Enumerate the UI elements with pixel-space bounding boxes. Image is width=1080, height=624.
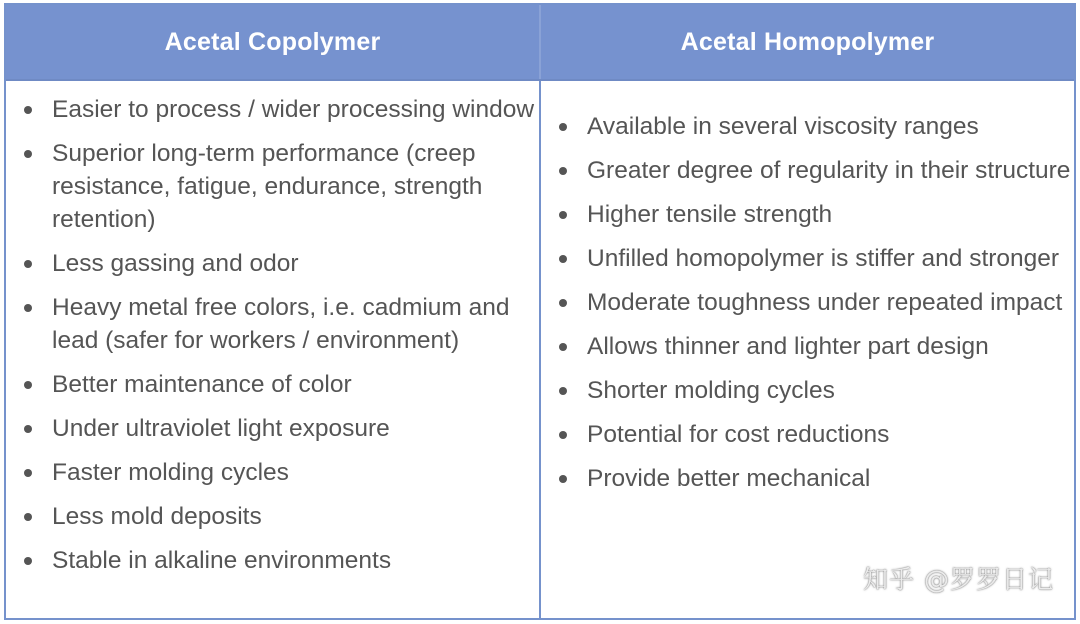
bullet-icon [24, 304, 32, 312]
list-item [22, 247, 539, 280]
list-item-text: Easier to process / wider processing window [52, 96, 535, 123]
list-item-text: Shorter molding cycles [587, 377, 835, 404]
list-item-text: Stable in alkaline environments [52, 547, 392, 574]
bullet-icon [24, 150, 32, 158]
bullet-icon [24, 513, 32, 521]
bullet-icon [24, 106, 32, 114]
list-item [557, 418, 1074, 451]
bullet-icon [559, 211, 567, 219]
list-item [22, 93, 539, 126]
list-item-text: Provide better mechanical [587, 465, 871, 492]
table-header [6, 5, 1074, 81]
list-item [557, 330, 1074, 363]
list-item [557, 242, 1074, 275]
bullet-icon [559, 255, 567, 263]
bullet-icon [24, 469, 32, 477]
list-item [22, 368, 539, 401]
list-item-text: Less gassing and odor [52, 250, 299, 277]
list-item-text: Allows thinner and lighter part design [587, 333, 989, 360]
list-item-text: Faster molding cycles [52, 459, 289, 486]
homopolymer-list [557, 110, 1074, 495]
list-item-text: Less mold deposits [52, 503, 262, 530]
list-item [22, 412, 539, 445]
list-item-text: Available in several viscosity ranges [587, 113, 979, 140]
bullet-icon [559, 167, 567, 175]
watermark-text: 知乎 @罗罗日记 [863, 565, 1054, 594]
list-item [557, 462, 1074, 495]
bullet-icon [559, 387, 567, 395]
list-item-text: Moderate toughness under repeated impact [587, 289, 1063, 316]
list-item-text: Heavy metal free colors, i.e. cadmium and lead (safer for workers / environment) [52, 294, 510, 354]
bullet-icon [559, 475, 567, 483]
bullet-icon [559, 123, 567, 131]
list-item [557, 154, 1074, 187]
list-item [557, 198, 1074, 231]
list-item-text: Potential for cost reductions [587, 421, 890, 448]
bullet-icon [24, 381, 32, 389]
bullet-icon [559, 343, 567, 351]
list-item [557, 110, 1074, 143]
header-copolymer: Acetal Copolymer [6, 5, 541, 79]
list-item [22, 291, 539, 357]
bullet-icon [559, 299, 567, 307]
list-item [22, 137, 539, 236]
list-item [22, 456, 539, 489]
list-item-text: Greater degree of regularity in their structure [587, 157, 1071, 184]
bullet-icon [559, 431, 567, 439]
bullet-icon [24, 557, 32, 565]
copolymer-column [6, 81, 541, 618]
comparison-table [4, 3, 1076, 620]
list-item-text: Higher tensile strength [587, 201, 833, 228]
bullet-icon [24, 260, 32, 268]
list-item [22, 544, 539, 577]
homopolymer-column [541, 81, 1074, 618]
header-homopolymer: Acetal Homopolymer [680, 27, 935, 56]
list-item-text: Superior long-term performance (creep resistance, fatigue, endurance, strength retention) [52, 140, 483, 233]
copolymer-list [22, 93, 539, 577]
list-item-text: Unfilled homopolymer is stiffer and stronger [587, 245, 1060, 272]
list-item-text: Under ultraviolet light exposure [52, 415, 390, 442]
bullet-icon [24, 425, 32, 433]
list-item-text: Better maintenance of color [52, 371, 352, 398]
table-body [6, 81, 1074, 618]
list-item [557, 286, 1074, 319]
list-item [22, 500, 539, 533]
list-item [557, 374, 1074, 407]
